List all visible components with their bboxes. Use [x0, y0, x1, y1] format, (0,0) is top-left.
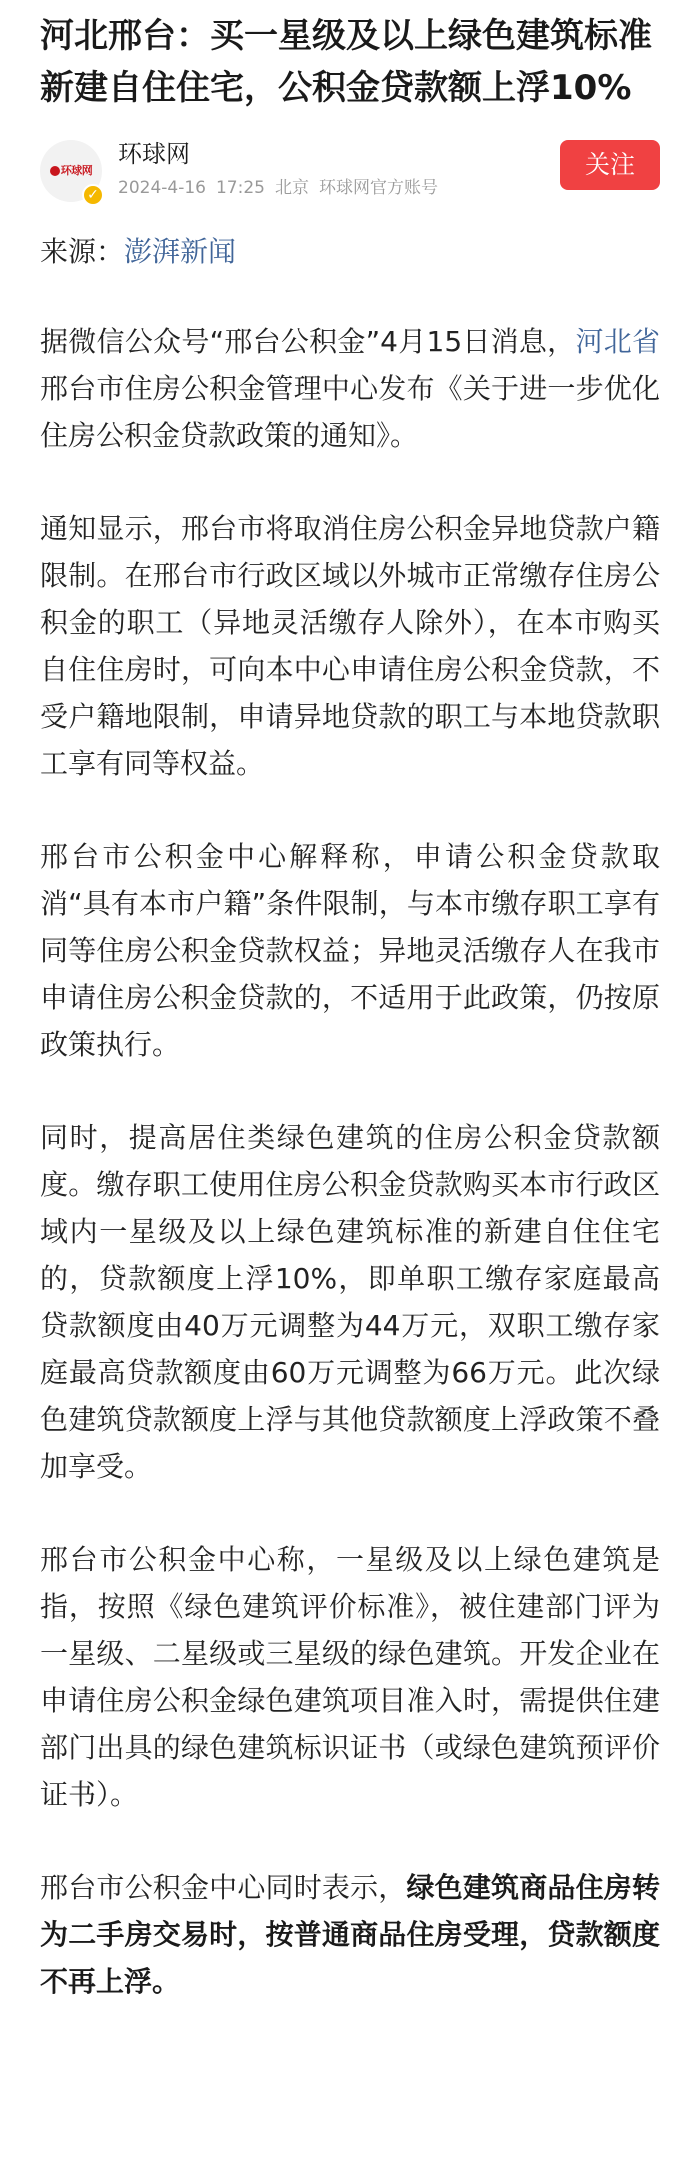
paragraph-1	[40, 318, 660, 459]
publish-date: 2024-4-16	[118, 178, 206, 198]
verified-check-icon: ✓	[82, 184, 104, 206]
author-meta	[118, 176, 448, 200]
paragraph-5: 邢台市公积金中心称，一星级及以上绿色建筑是指，按照《绿色建筑评价标准》，被住建部门评为一星级、二星级或三星级的绿色建筑。开发企业在申请住房公积金绿色建筑项目准入时，需提供住建部门出具的绿色建筑标识证书（或绿色建筑预评价证书）。	[40, 1543, 660, 1811]
author-name[interactable]: 环球网	[118, 140, 190, 168]
article-title: 河北邢台：买一星级及以上绿色建筑标准新建自住住宅，公积金贷款额上浮10%	[40, 16, 652, 108]
paragraph-1-suffix: 邢台市住房公积金管理中心发布《关于进一步优化住房公积金贷款政策的通知》。	[40, 372, 660, 452]
source-label: 来源：	[40, 235, 125, 268]
follow-button[interactable]: 关注	[560, 140, 660, 190]
account-type: 环球网官方账号	[318, 178, 438, 198]
brand-logo	[46, 162, 96, 180]
paragraph-4: 同时，提高居住类绿色建筑的住房公积金贷款额度。缴存职工使用住房公积金贷款购买本市行政区域内一星级及以上绿色建筑标准的新建自住住宅的，贷款额度上浮10%，即单职工缴存家庭最高贷款额度由40万元调整为44万元，双职工缴存家庭最高贷款额度由60万元调整为66万元。此次绿色建筑贷款额度上浮与其他贷款额度上浮政策不叠加享受。	[40, 1121, 660, 1483]
avatar-logo-text: 环球网	[60, 164, 93, 177]
paragraph-6-bold: 绿色建筑商品住房转为二手房交易时，按普通商品住房受理，贷款额度不再上浮。	[40, 1871, 660, 1998]
source-link[interactable]: 澎湃新闻	[124, 235, 237, 268]
paragraph-6-prefix: 邢台市公积金中心同时表示，	[40, 1871, 407, 1904]
publish-location: 北京	[274, 178, 309, 198]
paragraph-1-prefix: 据微信公众号“邢台公积金”4月15日消息，	[40, 325, 576, 358]
publish-time: 17:25	[215, 178, 265, 198]
avatar[interactable]	[40, 140, 102, 202]
globe-icon	[50, 166, 60, 176]
province-link[interactable]: 河北省	[575, 325, 660, 358]
paragraph-2: 通知显示，邢台市将取消住房公积金异地贷款户籍限制。在邢台市行政区域以外城市正常缴存住房公积金的职工（异地灵活缴存人除外），在本市购买自住住房时，可向本中心申请住房公积金贷款，不受户籍地限制，申请异地贷款的职工与本地贷款职工享有同等权益。	[40, 512, 660, 780]
paragraph-3: 邢台市公积金中心解释称，申请公积金贷款取消“具有本市户籍”条件限制，与本市缴存职工享有同等住房公积金贷款权益；异地灵活缴存人在我市申请住房公积金贷款的，不适用于此政策，仍按原政策执行。	[40, 840, 660, 1061]
paragraph-6	[40, 1864, 660, 2005]
author-row	[40, 132, 660, 212]
source-line	[40, 230, 660, 274]
